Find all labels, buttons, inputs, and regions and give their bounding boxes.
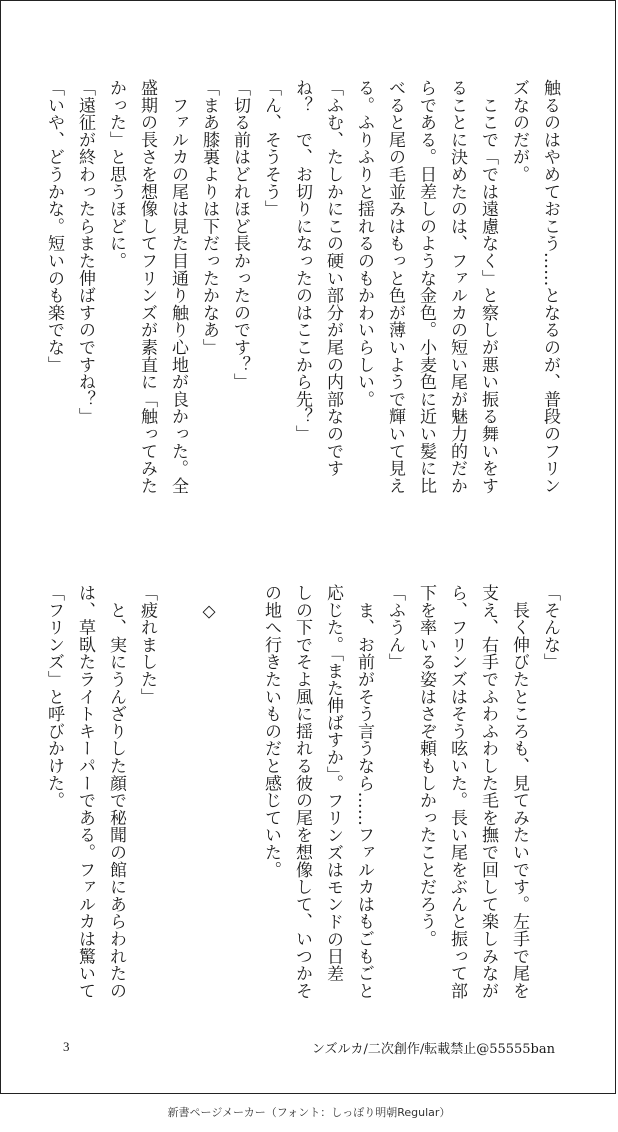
text-block-lower: 「そんな」 長く伸びたところも、見てみたいです。左手で尾を 支え、右手でふわふわした毛を撫で回して楽しみなが ら、フリンズはそう呟いた。長い尾をぶんと振って部 下を率いる姿はさぞ頼もしかったことだろう。 「ふうん」 ま、お前がそう言うなら……ファルカはもごもごと 応じた。「また伸ばすか」。フリンズはモンドの日差 しの下でそよ風に揺れる彼の尾を想像して、いつかそ の地へ行きたいものだと感じていた。 ◇ 「疲れました」 と、実にうんざりした顔で秘聞の館にあらわれたの は、草臥たライトキーパーである。ファルカは驚いて 「フリンズ」と呼びかけた。: [44, 584, 560, 1000]
page-number: 3: [63, 1039, 70, 1054]
text-block-upper: 触るのはやめておこう……となるのが、普段のフリン ズなのだが。 ここで「では遠慮なく」と察しが悪い振る舞いをす ることに決めたのは、ファルカの短い尾が魅力的だか らである。日差しのような金色。小麦色に近い髪に比 べると尾の毛並みはもっと色が薄いようで輝いて見え る。ふりふりと揺れるのもかわいらしい。 「ふむ、たしかにこの硬い部分が尾の内部なのです ね？ で、お切りになったのはここから先？」 「ん、そうそう」 「切る前はどれほど長かったのです？」 「まあ膝裏よりは下だったかなあ」 ファルカの尾は見た目通り触り心地が良かった。全 盛期の長さを想像してフリンズが素直に「触ってみた かった」と思うほどに。 「遠征が終わったらまた伸ばすのですね？」 「いや、どうかな。短いのも楽でな」: [44, 79, 560, 495]
generator-caption: 新書ページメーカー（フォント：しっぽり明朝Regular）: [167, 1106, 451, 1119]
footer-credit: ンズルカ/二次創作/転載禁止@55555ban: [311, 1042, 555, 1057]
